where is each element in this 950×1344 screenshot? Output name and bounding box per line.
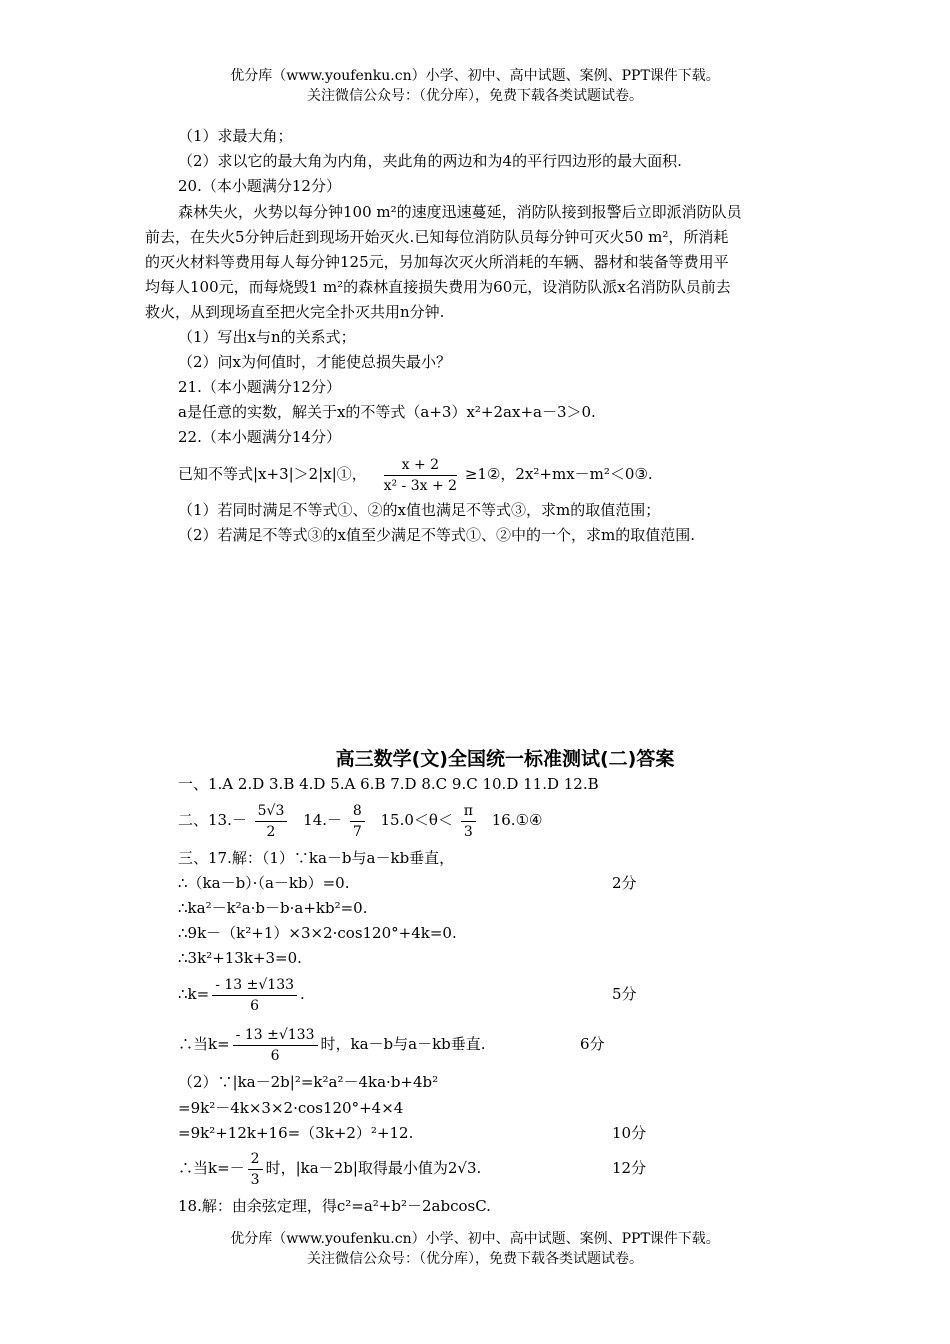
footer-line-2: 关注微信公众号：（优分库），免费下载各类试题试卷。 [307, 1251, 643, 1267]
q20-body-line-3: 的灭火材料等费用每人每分钟125元，另加每次灭火所消耗的车辆、器材和装备等费用平 [145, 253, 729, 271]
q20-body-line-2: 前去，在失火5分钟后赶到现场开始灭火.已知每位消防队员每分钟可灭火50 m²，所消耗 [145, 228, 729, 246]
q17-line-11-suffix: 时，|ka－2b|取得最小值为2√3. [265, 1159, 482, 1177]
q20-body-line-5: 救火，从到现场直至把火完全扑灭共用n分钟. [145, 303, 445, 321]
q21-body: a是任意的实数，解关于x的不等式（a+3）x²+2ax+a－3＞0. [178, 403, 596, 421]
q20-part1: （1）写出x与n的关系式； [178, 328, 356, 346]
q17-line-11-denominator: 3 [250, 1171, 260, 1188]
q17-line-11-numerator: 2 [248, 1149, 263, 1170]
ans13-label: 二、13.－ [178, 811, 247, 829]
q22-statement [178, 450, 653, 498]
ans14-label: 14.－ [303, 811, 343, 829]
q17-line-7-numerator: - 13 ±√133 [233, 1025, 318, 1046]
score-12: 12分 [612, 1159, 647, 1177]
q17-line-6-suffix: . [300, 985, 305, 1003]
q17-line-6 [178, 970, 305, 1018]
ans15-denominator: 3 [463, 823, 473, 840]
q17-line-8: （2）∵|ka－2b|²=k²a²－4ka·b+4b² [178, 1073, 439, 1091]
q18-line-1: 18.解：由余弦定理，得c²=a²+b²－2abcosC. [178, 1197, 491, 1215]
q22-fraction-numerator: x + 2 [384, 455, 457, 476]
answers-title: 高三数学(文)全国统一标准测试(二)答案 [335, 748, 675, 770]
q17-line-6-numerator: - 13 ±√133 [212, 975, 297, 996]
q17-line-2: ∴（ka－b）·（a－kb）=0. [178, 874, 350, 892]
q19-part1: （1）求最大角； [178, 127, 293, 145]
q17-line-11 [178, 1144, 481, 1192]
q17-line-7-suffix: 时，ka－b与a－kb垂直. [320, 1035, 486, 1053]
answers-section-1: 一、1.A 2.D 3.B 4.D 5.A 6.B 7.D 8.C 9.C 10.D 11.D 12.B [178, 775, 599, 793]
q17-line-11-fraction [248, 1149, 263, 1190]
q20-part2: （2）问x为何值时，才能使总损失最小？ [178, 353, 452, 371]
q17-line-9: =9k²－4k×3×2·cos120°+4×4 [178, 1099, 404, 1117]
q20-body-line-4: 均每人100元，而每烧毁1 m²的森林直接损失费用为60元，设消防队派x名消防队员前去 [145, 278, 731, 296]
score-2: 2分 [612, 874, 637, 892]
q17-line-7 [178, 1020, 486, 1068]
ans13-denominator: 2 [266, 823, 276, 840]
footer-line-1: 优分库（www.youfenku.cn）小学、初中、高中试题、案例、PPT课件下载。 [230, 1231, 720, 1247]
score-10: 10分 [612, 1124, 647, 1142]
q22-part2: （2）若满足不等式③的x值至少满足不等式①、②中的一个，求m的取值范围. [178, 526, 695, 544]
score-5: 5分 [612, 985, 637, 1003]
ans14-fraction [350, 801, 365, 842]
q17-line-7-fraction [233, 1025, 318, 1066]
q17-line-1: 三、17.解：（1）∵ka－b与a－kb垂直， [178, 849, 455, 867]
score-6: 6分 [580, 1035, 605, 1053]
q17-line-3: ∴ka²－k²a·b－b·a+kb²=0. [178, 899, 368, 917]
q17-line-6-denominator: 6 [250, 997, 260, 1014]
q22-part1: （1）若同时满足不等式①、②的x值也满足不等式③，求m的取值范围； [178, 501, 661, 519]
q22-tail: ≥1②，2x²+mx－m²＜0③. [464, 465, 653, 483]
ans15-fraction [461, 801, 476, 842]
q17-line-7-prefix: ∴当k= [178, 1035, 230, 1053]
ans13-fraction [255, 801, 288, 842]
q22-heading: 22.（本小题满分14分） [178, 428, 341, 446]
q22-fraction-denominator: x² - 3x + 2 [383, 477, 458, 494]
ans16-label: 16.①④ [491, 811, 543, 829]
header-line-1: 优分库（www.youfenku.cn）小学、初中、高中试题、案例、PPT课件下载。 [230, 68, 720, 84]
q17-line-10: =9k²+12k+16=（3k+2）²+12. [178, 1124, 414, 1142]
q17-line-5: ∴3k²+13k+3=0. [178, 949, 302, 967]
header-line-2: 关注微信公众号：（优分库），免费下载各类试题试卷。 [307, 88, 643, 104]
ans15-label: 15.0＜θ＜ [380, 811, 453, 829]
q21-heading: 21.（本小题满分12分） [178, 378, 341, 396]
q19-part2: （2）求以它的最大角为内角，夹此角的两边和为4的平行四边形的最大面积. [178, 152, 682, 170]
ans14-denominator: 7 [352, 823, 362, 840]
q20-heading: 20.（本小题满分12分） [178, 177, 341, 195]
q17-line-6-fraction [212, 975, 297, 1016]
ans14-numerator: 8 [350, 801, 365, 822]
q20-body-line-1: 森林失火，火势以每分钟100 m²的速度迅速蔓延，消防队接到报警后立即派消防队员 [178, 203, 742, 221]
q17-line-11-prefix: ∴当k=－ [178, 1159, 245, 1177]
ans15-numerator: π [461, 801, 476, 822]
q17-line-4: ∴9k－（k²+1）×3×2·cos120°+4k=0. [178, 924, 457, 942]
ans13-numerator: 5√3 [255, 801, 288, 822]
q17-line-6-prefix: ∴k= [178, 985, 210, 1003]
q22-intro: 已知不等式|x+3|＞2|x|①， [178, 465, 367, 483]
q22-fraction [384, 455, 457, 496]
answers-section-2 [178, 796, 542, 844]
q17-line-7-denominator: 6 [270, 1047, 280, 1064]
